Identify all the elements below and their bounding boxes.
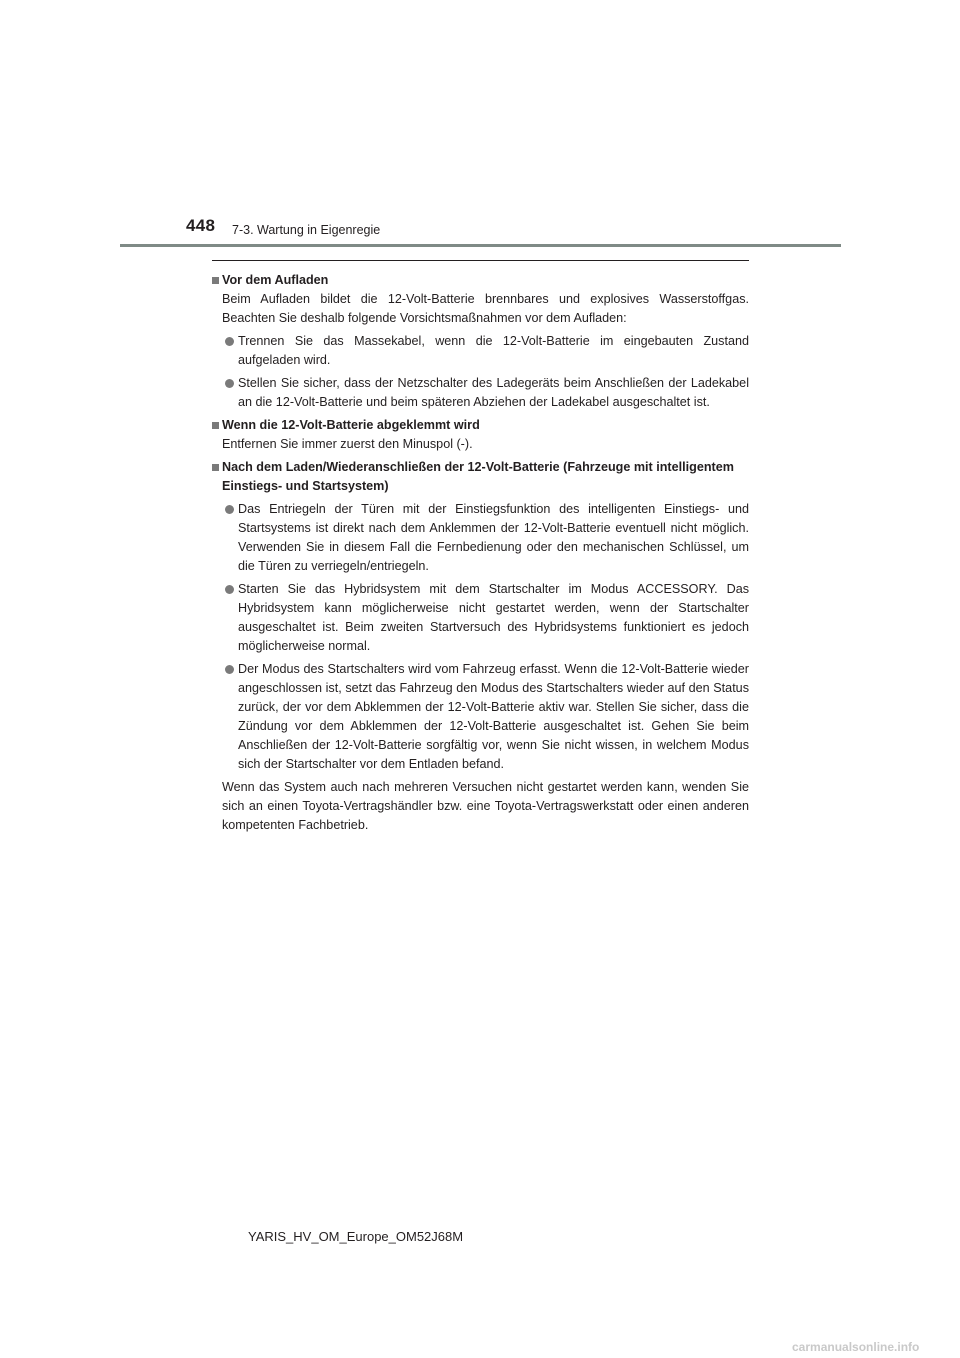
- list-item: Der Modus des Startschalters wird vom Fahrzeug erfasst. Wenn die 12-Volt-Batterie wieder angeschlossen ist, setzt das Fahrzeug den Modus des Startschalters wieder auf den Status zurück, der vor dem Abklemmen der 12-Volt-Batterie aktiv war. Stellen Sie sicher, dass die Zündung vor dem Abklemmen der 12-Volt-Batterie ausgeschaltet ist. Gehen Sie beim Anschließen der 12-Volt-Batterie sorgfältig vor, wenn Sie nicht wissen, in welchem Modus sich der Startschalter vor dem Entladen befand.: [212, 660, 749, 774]
- section-heading: Vor dem Aufladen: [212, 271, 749, 290]
- footer-doc-id: YARIS_HV_OM_Europe_OM52J68M: [248, 1229, 464, 1244]
- round-bullet-icon: [225, 505, 234, 514]
- list-item: Stellen Sie sicher, dass der Netzschalter des Ladegeräts beim Anschließen der Ladekabel an die 12-Volt-Batterie und beim späteren Abziehen der Ladekabel ausgeschaltet ist.: [212, 374, 749, 412]
- square-bullet-icon: [212, 464, 219, 471]
- section-text: Beim Aufladen bildet die 12-Volt-Batterie brennbares und explosives Wasserstoffgas. Beachten Sie deshalb folgende Vorsichtsmaßnahmen vor dem Aufladen:: [222, 292, 749, 325]
- header-rule: [120, 244, 841, 247]
- round-bullet-icon: [225, 585, 234, 594]
- list-item: Trennen Sie das Massekabel, wenn die 12-Volt-Batterie im eingebauten Zustand aufgeladen wird.: [212, 332, 749, 370]
- content-top-rule: [212, 260, 749, 261]
- watermark: carmanualsonline.info: [792, 1340, 920, 1354]
- square-bullet-icon: [212, 422, 219, 429]
- closing-text: Wenn das System auch nach mehreren Versuchen nicht gestartet werden kann, wenden Sie sich an einen Toyota-Vertragshändler bzw. eine Toyota-Vertragswerkstatt oder einen anderen kompetenten Fachbetrieb.: [222, 780, 749, 832]
- section-text: Entfernen Sie immer zuerst den Minuspol (-).: [222, 437, 473, 451]
- list-item: Das Entriegeln der Türen mit der Einstiegsfunktion des intelligenten Einstiegs- und Startsystems ist direkt nach dem Anklemmen der 12-Volt-Batterie eventuell nicht möglich. Verwenden Sie in diesem Fall die Fernbedienung oder den mechanischen Schlüssel, um die Türen zu verriegeln/entriegeln.: [212, 500, 749, 576]
- content-body: [212, 268, 749, 835]
- section-title: 7-3. Wartung in Eigenregie: [232, 223, 381, 237]
- round-bullet-icon: [225, 379, 234, 388]
- section-heading: Nach dem Laden/Wiederanschließen der 12-Volt-Batterie (Fahrzeuge mit intelligentem Einstiegs- und Startsystem): [212, 458, 749, 496]
- round-bullet-icon: [225, 665, 234, 674]
- round-bullet-icon: [225, 337, 234, 346]
- list-item: Starten Sie das Hybridsystem mit dem Startschalter im Modus ACCESSORY. Das Hybridsystem kann möglicherweise nicht gestartet werden, wenn der Startschalter ausgeschaltet ist. Beim zweiten Startversuch des Hybridsystems funktioniert es jedoch möglicherweise normal.: [212, 580, 749, 656]
- page-number: 448: [186, 216, 216, 235]
- square-bullet-icon: [212, 277, 219, 284]
- section-heading: Wenn die 12-Volt-Batterie abgeklemmt wird: [212, 416, 749, 435]
